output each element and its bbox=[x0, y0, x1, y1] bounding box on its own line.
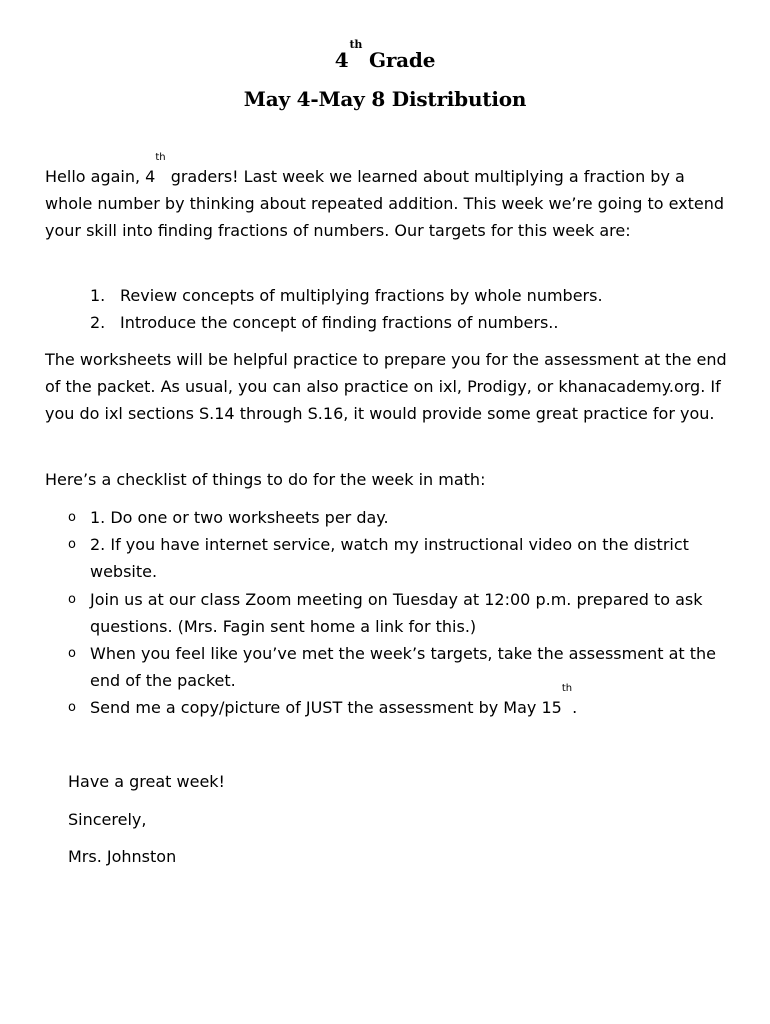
checklist-text: 1. Do one or two worksheets per day. bbox=[90, 508, 389, 527]
checklist-text: When you feel like you’ve met the week’s targets, take the assessment at the end of the packet. bbox=[90, 644, 716, 690]
bullet-icon: o bbox=[68, 646, 76, 661]
grade-title bbox=[0, 38, 770, 72]
checklist-item bbox=[68, 640, 728, 694]
distribution-title: May 4-May 8 Distribution bbox=[243, 87, 527, 111]
intro-part1: Hello again, 4 bbox=[45, 167, 156, 186]
grade-number: 4 bbox=[334, 48, 349, 72]
target-number: 1. bbox=[90, 286, 106, 305]
target-item-1 bbox=[90, 282, 730, 309]
checklist-item bbox=[68, 683, 728, 721]
target-number: 2. bbox=[90, 313, 106, 332]
closing-salutation: Sincerely, bbox=[68, 810, 147, 829]
checklist-text: 2. If you have internet service, watch my instructional video on the district website. bbox=[90, 535, 689, 581]
target-text: Introduce the concept of finding fractions of numbers.. bbox=[120, 313, 559, 332]
checklist-item bbox=[68, 531, 728, 585]
checklist-text-main: Send me a copy/picture of JUST the assessment by May 15 bbox=[90, 698, 562, 717]
grade-word: Grade bbox=[368, 48, 436, 72]
closing-line: Have a great week! bbox=[68, 772, 225, 791]
checklist-text: Join us at our class Zoom meeting on Tuesday at 12:00 p.m. prepared to ask questions. (Mrs. Fagin sent home a link for this.) bbox=[90, 590, 703, 636]
checklist-intro: Here’s a checklist of things to do for the week in math: bbox=[45, 470, 486, 489]
worksheets-paragraph: The worksheets will be helpful practice to prepare you for the assessment at the end of the packet. As usual, you can also practice on ixl, Prodigy, or khanacademy.org. If you do ixl sections S.14 through S.16, it would provide some great practice for you. bbox=[45, 350, 727, 423]
grade-suffix: th bbox=[349, 38, 363, 51]
date-sup: th bbox=[561, 683, 573, 694]
intro-sup: th bbox=[155, 152, 166, 163]
checklist-text bbox=[90, 683, 728, 721]
intro-part2: graders! Last week we learned about multiplying a fraction by a whole number by thinking about repeated addition. This week we’re going to extend your skill into finding fractions of numbers. Our targets for this week are: bbox=[45, 167, 725, 240]
bullet-icon: o bbox=[68, 537, 76, 552]
bullet-icon: o bbox=[68, 700, 76, 715]
intro-paragraph bbox=[45, 152, 735, 244]
checklist-item bbox=[68, 504, 728, 531]
checklist-text-tail: . bbox=[572, 698, 578, 717]
bullet-icon: o bbox=[68, 592, 76, 607]
target-text: Review concepts of multiplying fractions by whole numbers. bbox=[120, 286, 603, 305]
target-item-2 bbox=[90, 309, 730, 336]
bullet-icon: o bbox=[68, 510, 76, 525]
checklist-item bbox=[68, 586, 728, 640]
signature-name: Mrs. Johnston bbox=[68, 847, 177, 866]
